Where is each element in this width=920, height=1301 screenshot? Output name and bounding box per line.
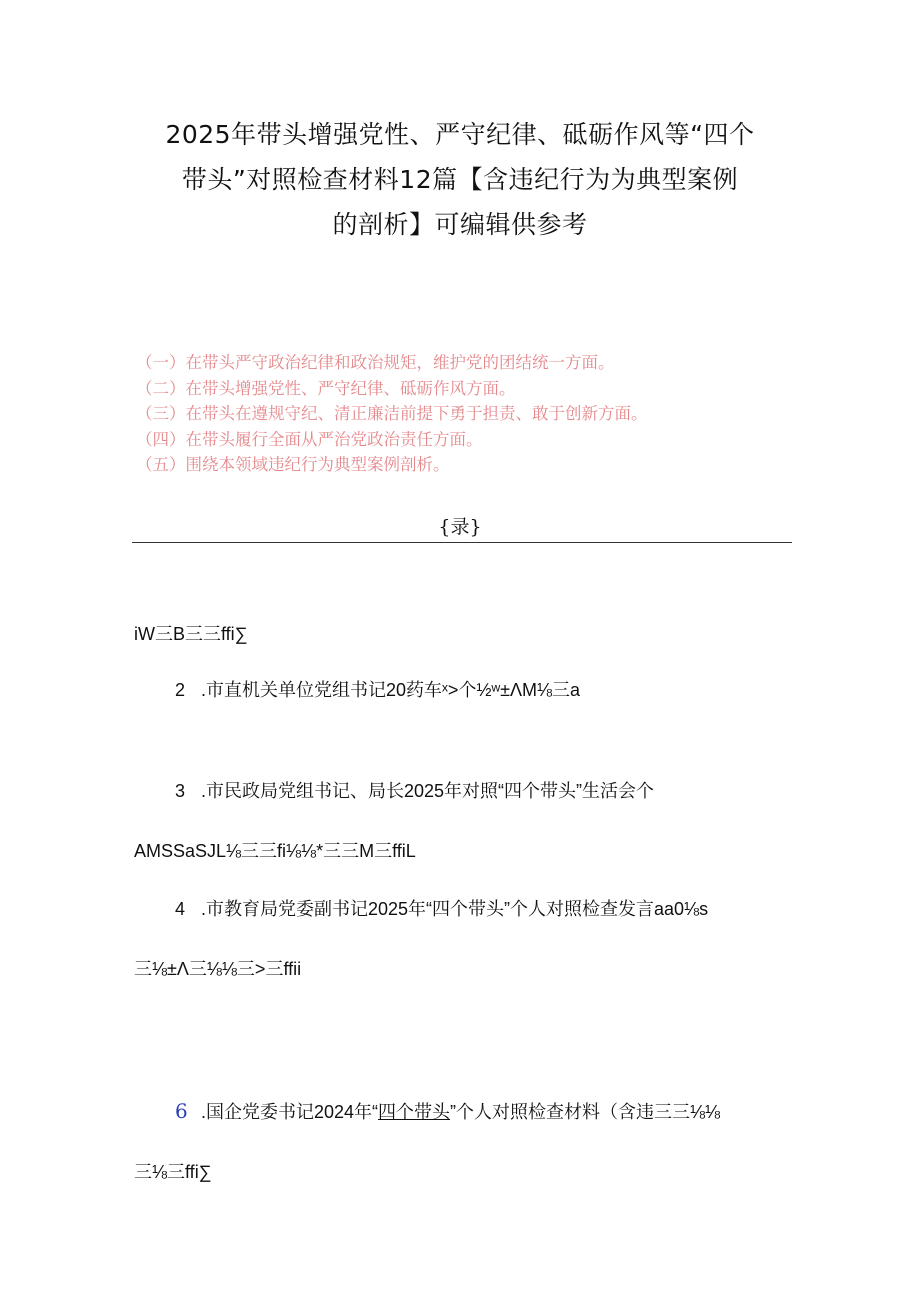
key-point: （四）在带头履行全面从严治党政治责任方面。: [136, 429, 483, 449]
toc-entry-number: 2: [175, 680, 186, 700]
toc-entry-text: .国企党委书记2024年“: [201, 1102, 379, 1122]
title-line-3: 的剖析】可编辑供参考: [332, 210, 588, 239]
document-title: [120, 112, 800, 247]
toc-entry-3-continuation[interactable]: AMSSaSJL⅛三三fi⅛⅛*三三M三ffiL: [134, 841, 416, 861]
title-line-1: 2025年带头增强党性、严守纪律、砥砺作风等“四个: [165, 120, 755, 149]
toc-entry-1[interactable]: iW三B三三ffi∑: [134, 624, 248, 644]
toc-entry-6-continuation[interactable]: 三⅛三ffi∑: [134, 1162, 212, 1182]
toc-entry-number: 6: [175, 1099, 188, 1123]
toc-entry-2[interactable]: [175, 676, 580, 702]
key-points-list: [136, 350, 816, 478]
toc-entry-number: 4: [175, 899, 186, 919]
toc-entry-underlined-text: 四个带头: [378, 1102, 451, 1122]
toc-entry-text: .市直机关单位党组书记20药车ˣ>个½ʷ±ΛM⅛三a: [201, 680, 581, 700]
title-line-2: 带头”对照检查材料12篇【含违纪行为为典型案例: [181, 165, 739, 194]
toc-entry-4[interactable]: [175, 895, 708, 921]
key-point: （一）在带头严守政治纪律和政治规矩，维护党的团结统一方面。: [136, 353, 615, 372]
toc-entry-6[interactable]: [175, 1098, 720, 1124]
key-point: （三）在带头在遵规守纪、清正廉洁前提下勇于担责、敢于创新方面。: [136, 404, 648, 423]
key-point: （二）在带头增强党性、严守纪律、砥砺作风方面。: [136, 378, 516, 398]
key-point: （五）围绕本领域违纪行为典型案例剖析。: [136, 455, 450, 474]
toc-entry-3[interactable]: [175, 777, 654, 803]
toc-entry-text-tail: ”个人对照检查材料（含违三三⅛⅛: [450, 1102, 721, 1122]
toc-entry-text: .市民政局党组书记、局长2025年对照“四个带头”生活会个: [201, 781, 655, 801]
toc-entry-number: 3: [175, 781, 186, 801]
toc-entry-4-continuation[interactable]: 三⅛±Λ三⅛⅛三>三ffii: [134, 959, 302, 979]
toc-heading: {录}: [438, 516, 482, 538]
toc-divider: [132, 542, 792, 543]
toc-entry-text: .市教育局党委副书记2025年“四个带头”个人对照检查发言aa0⅛s: [201, 899, 709, 919]
